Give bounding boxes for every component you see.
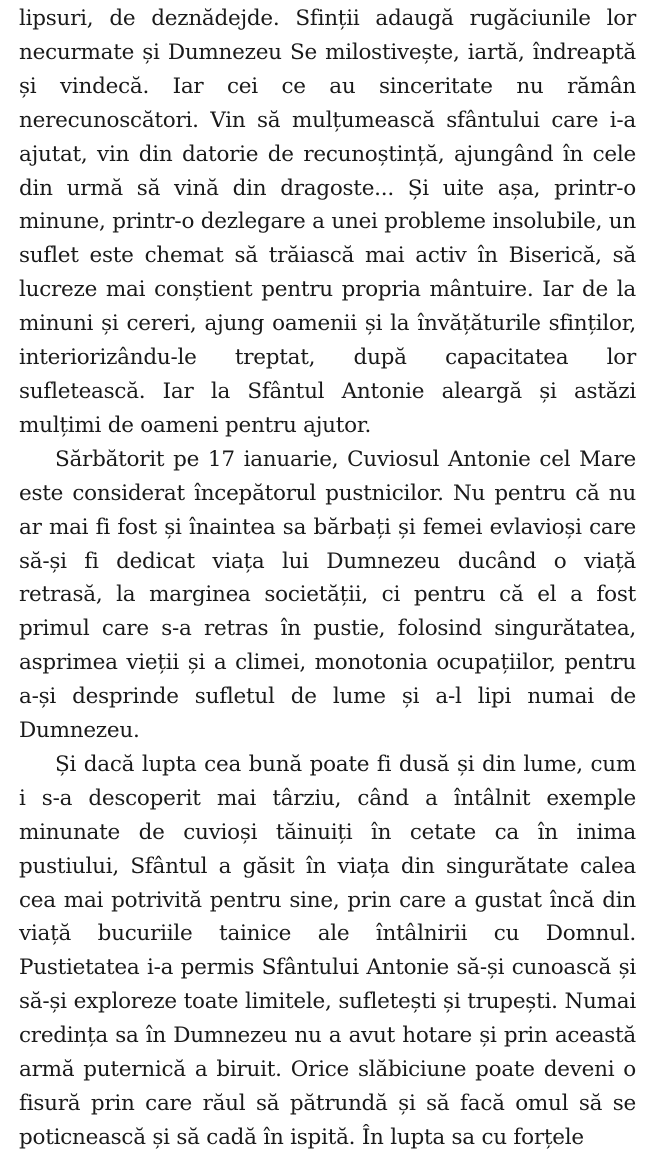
paragraph-continuation: lipsuri, de deznădejde. Sfinții adaugă rugăciunile lor necurmate și Dumnezeu Se milostivește, iartă, îndreaptă și vindecă. Iar cei ce au sinceritate nu rămân nerecunoscători. Vin să mulțumească sfântului care i-a ajutat, vin din datorie de recunoștință, ajungând în cele din urmă să vină din dragoste... Și uite așa, printr-o minune, printr-o dezlegare a unei probleme insolubile, un suflet este chemat să trăiască mai activ în Biserică, să lucreze mai conștient pentru propria mântuire. Iar de la minuni și cereri, ajung oamenii și la învățăturile sfinților, interiorizându-le treptat, după capacitatea lor sufletească. Iar la Sfântul Antonie aleargă și astăzi mulțimi de oameni pentru ajutor.: [19, 6, 636, 438]
paragraph-solitude: Și dacă lupta cea bună poate fi dusă și din lume, cum i s-a descoperit mai târziu, când a întâlnit exemple minunate de cuvioși tăinuiți în cetate ca în inima pustiului, Sfântul a găsit în viața din singurătate calea cea mai potrivită pentru sine, prin care a gustat încă din viață bucuriile tainice ale întâlnirii cu Domnul. Pustietatea i-a permis Sfântului Antonie să-și cunoască și să-și exploreze toate limitele, sufletești și trupești. Numai credința sa în Dumnezeu nu a avut hotare și prin această armă puternică a biruit. Orice slăbiciune poate deveni o fisură prin care răul să pătrundă și să facă omul să se poticnească și să cadă în ispită. În lupta sa cu forțele: [19, 751, 636, 1150]
paragraph-feast-day: Sărbătorit pe 17 ianuarie, Cuviosul Antonie cel Mare este considerat începătorul pustnicilor. Nu pentru că nu ar mai fi fost și înaintea sa bărbați și femei evlavioși care să-și fi dedicat viața lui Dumnezeu ducând o viață retrasă, la marginea societății, ci pentru că el a fost primul care s-a retras în pustie, folosind singurătatea, asprimea vieții și a climei, monotonia ocupațiilor, pentru a-și desprinde sufletul de lume și a-l lipi numai de Dumnezeu.: [19, 446, 636, 744]
